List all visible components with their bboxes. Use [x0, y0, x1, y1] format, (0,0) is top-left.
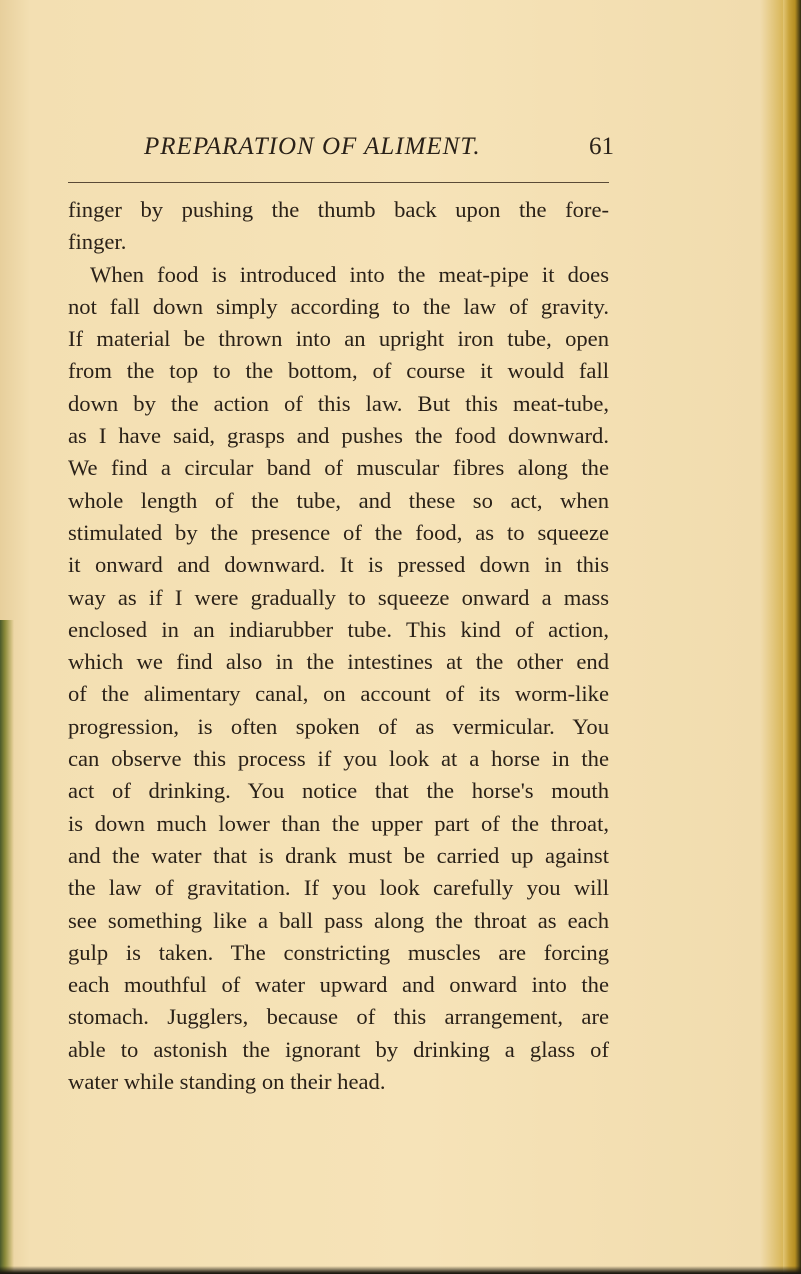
text-line: and the water that is drank must be carried up against — [68, 842, 609, 868]
text-line: is down much lower than the upper part of the throat, — [68, 810, 609, 836]
text-line: act of drinking. You notice that the horse's mouth — [68, 778, 609, 804]
header-rule — [68, 182, 609, 183]
text-line: stomach. Jugglers, because of this arrangement, are — [68, 1004, 609, 1030]
page-bottom-edge-shadow — [0, 1266, 801, 1274]
page-header — [144, 133, 614, 167]
text-line: If material be thrown into an upright iron tube, open — [68, 326, 609, 352]
text-line: each mouthful of water upward and onward into the — [68, 972, 609, 998]
text-line: able to astonish the ignorant by drinking a glass of — [68, 1036, 609, 1062]
text-line: which we find also in the intestines at the other end — [68, 649, 609, 675]
text-line: We find a circular band of muscular fibres along the — [68, 455, 609, 481]
text-line: water while standing on their head. — [68, 1069, 386, 1095]
text-line: not fall down simply according to the law of gravity. — [68, 293, 609, 319]
page-left-edge-shadow — [0, 620, 14, 1274]
text-line: it onward and downward. It is pressed down in this — [68, 552, 609, 578]
paragraph — [68, 259, 609, 1099]
page-number: 61 — [589, 133, 614, 160]
text-line: can observe this process if you look at a horse in the — [68, 746, 609, 772]
text-line: down by the action of this law. But this meat-tube, — [68, 390, 609, 416]
text-line: stimulated by the presence of the food, as to squeeze — [68, 519, 609, 545]
page-right-edge-binding — [783, 0, 801, 1274]
text-line: see something like a ball pass along the throat as each — [68, 907, 609, 933]
text-line: whole length of the tube, and these so act, when — [68, 487, 609, 513]
text-line: from the top to the bottom, of course it would fall — [68, 358, 609, 384]
text-line: progression, is often spoken of as vermicular. You — [68, 713, 609, 739]
text-line: gulp is taken. The constricting muscles are forcing — [68, 939, 609, 965]
text-line: way as if I were gradually to squeeze onward a mass — [68, 584, 609, 610]
text-line: finger by pushing the thumb back upon the fore- — [68, 197, 609, 222]
text-line: as I have said, grasps and pushes the food downward. — [68, 423, 609, 449]
text-line: enclosed in an indiarubber tube. This kind of action, — [68, 616, 609, 642]
text-line: finger. — [68, 229, 127, 255]
body-text — [68, 194, 609, 1098]
text-line: of the alimentary canal, on account of its worm-like — [68, 681, 609, 707]
paragraph — [68, 194, 609, 259]
running-title: PREPARATION OF ALIMENT. — [144, 133, 481, 160]
text-line: When food is introduced into the meat-pipe it does — [90, 261, 609, 287]
text-line: the law of gravitation. If you look carefully you will — [68, 875, 609, 901]
